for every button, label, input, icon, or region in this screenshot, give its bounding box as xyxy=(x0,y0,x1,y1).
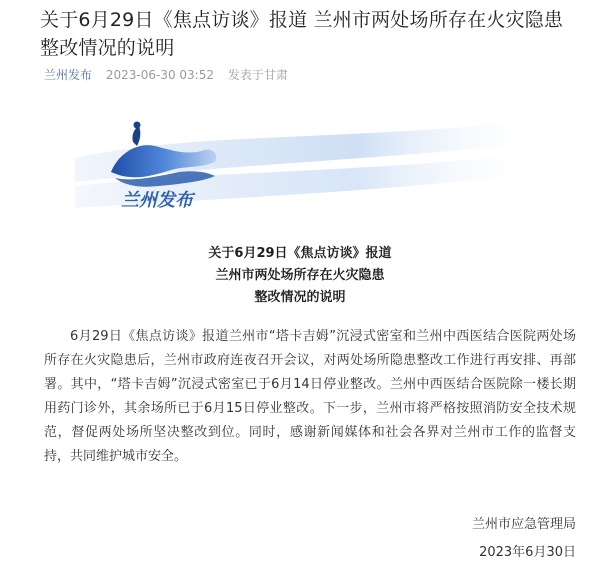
content-paragraph: 6月29日《焦点访谈》报道兰州市“塔卡吉姆”沉浸式密室和兰州中西医结合医院两处场所存在火灾隐患后，兰州市政府连夜召开会议，对两处场所隐患整改工作进行再安排、再部署。其中，“塔卡吉姆”沉浸式密室已于6月14日停业整改。兰州中西医结合医院除一楼长期用药门诊外，其余场所已于6月15日停业整改。下一步，兰州市将严格按照消防安全技术规范，督促两处场所坚决整改到位。同时，感谢新闻媒体和社会各界对兰州市工作的监督支持，共同维护城市安全。 xyxy=(44,329,576,464)
article-title: 关于6月29日《焦点访谈》报道 兰州市两处场所存在火灾隐患整改情况的说明 xyxy=(40,9,564,59)
publish-time: 2023-06-30 03:52 xyxy=(105,68,214,82)
publish-location: 发表于甘肃 xyxy=(227,68,288,82)
banner-logo-graphic xyxy=(75,112,546,223)
banner-image xyxy=(75,112,546,223)
content-heading-line-1: 关于6月29日《焦点访谈》报道 xyxy=(208,246,392,261)
banner-logo-text: 兰州发布 xyxy=(121,190,193,211)
signature-date: 2023年6月30日 xyxy=(479,545,576,560)
article-meta xyxy=(44,66,288,83)
account-name-link[interactable]: 兰州发布 xyxy=(44,68,93,82)
signature-organization: 兰州市应急管理局 xyxy=(471,517,576,532)
content-heading-line-3: 整改情况的说明 xyxy=(254,290,346,305)
content-heading-line-2: 兰州市两处场所存在火灾隐患 xyxy=(215,268,385,283)
